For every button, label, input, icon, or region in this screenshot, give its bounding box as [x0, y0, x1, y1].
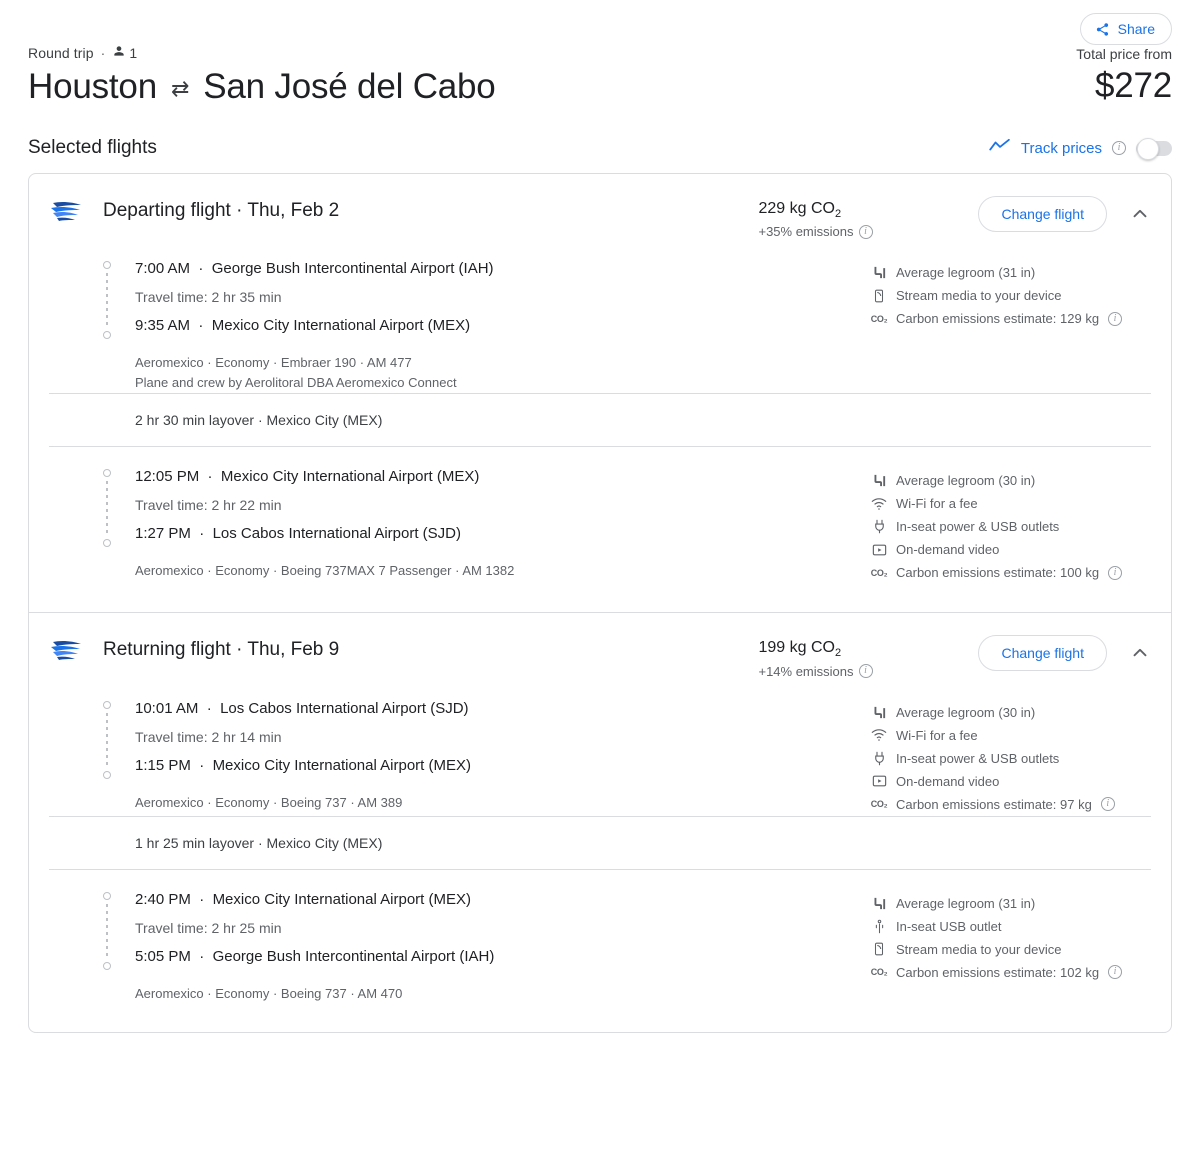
share-row	[1080, 13, 1172, 45]
returning-leg	[29, 612, 1171, 1031]
amenity-stream	[871, 938, 1151, 961]
leg-spacer	[29, 590, 1171, 612]
flight-segment	[29, 447, 1171, 590]
depart-airport: Los Cabos International Airport (SJD)	[220, 699, 469, 717]
timeline-dot-arrive	[103, 539, 111, 547]
co2-icon: CO₂	[870, 313, 888, 324]
header-left	[28, 44, 496, 107]
arrive-time: 5:05 PM	[135, 947, 191, 965]
amenity-emissions	[871, 307, 1151, 330]
amenity-stream	[871, 284, 1151, 307]
depart-row: 2:40 PM · Mexico City International Airport (MEX)	[135, 890, 471, 908]
leg-emissions-text: +35% emissions	[758, 224, 854, 240]
stream-icon	[871, 289, 887, 303]
arrive-airport: George Bush Intercontinental Airport (IAH)	[212, 947, 495, 965]
amenity-video	[871, 770, 1151, 793]
amenity-text: Average legroom (31 in)	[896, 895, 1036, 911]
leg-co2-value: 199 kg CO	[758, 639, 835, 657]
trip-type: Round trip	[28, 44, 94, 61]
segment-detail-line-1: Aeromexico · Economy · Boeing 737MAX 7 Passenger · AM 1382	[135, 563, 515, 579]
amenity-wifi	[871, 724, 1151, 747]
share-label: Share	[1117, 21, 1155, 37]
wifi-icon	[871, 728, 887, 742]
depart-time: 10:01 AM	[135, 699, 199, 717]
leg-spacer	[29, 1010, 1171, 1032]
flight-segment	[29, 239, 1171, 393]
passenger-count	[112, 44, 137, 61]
legroom-icon	[871, 705, 887, 720]
share-button[interactable]	[1080, 13, 1172, 45]
amenity-text: Carbon emissions estimate: 100 kg	[896, 565, 1100, 581]
amenity-text: Stream media to your device	[896, 288, 1062, 304]
amenity-legroom	[871, 892, 1151, 915]
legroom-icon	[871, 265, 887, 280]
leg-title: Returning flight · Thu, Feb 9	[103, 639, 340, 661]
usb-icon	[871, 919, 887, 934]
amenity-legroom	[871, 701, 1151, 724]
depart-row: 10:01 AM · Los Cabos International Airport (SJD)	[135, 699, 469, 717]
stream-icon	[871, 942, 887, 956]
amenity-legroom	[871, 261, 1151, 284]
timeline-dot-arrive	[103, 771, 111, 779]
amenity-text: Carbon emissions estimate: 97 kg	[896, 796, 1092, 812]
wifi-icon	[871, 497, 887, 511]
change-flight-button[interactable]: Change flight	[978, 635, 1107, 671]
emissions-detail-info-icon[interactable]: i	[1108, 312, 1122, 326]
timeline-dashes	[106, 273, 108, 329]
flight-segment	[29, 870, 1171, 1010]
header-right	[1076, 44, 1172, 106]
leg-co2-subscript: 2	[834, 647, 842, 660]
emissions-detail-info-icon[interactable]: i	[1108, 965, 1122, 979]
timeline-dot-arrive	[103, 962, 111, 970]
arrive-row: 1:15 PM · Mexico City International Airport (MEX)	[135, 756, 471, 774]
amenity-text: Carbon emissions estimate: 102 kg	[896, 964, 1100, 980]
total-price-value: $272	[1094, 66, 1172, 105]
video-icon	[871, 543, 887, 557]
depart-airport: Mexico City International Airport (MEX)	[212, 890, 471, 908]
change-flight-button[interactable]: Change flight	[978, 196, 1107, 232]
track-prices-label[interactable]: Track prices	[1020, 139, 1102, 157]
timeline-dot-arrive	[103, 331, 111, 339]
co2-icon: CO₂	[870, 567, 888, 578]
travel-time: Travel time: 2 hr 22 min	[135, 497, 282, 514]
depart-airport: Mexico City International Airport (MEX)	[220, 468, 480, 486]
amenity-emissions	[871, 961, 1151, 984]
share-icon	[1095, 22, 1110, 37]
timeline-dashes	[106, 713, 108, 769]
leg-co2-subscript: 2	[834, 208, 842, 221]
segment-detail-line-1: Aeromexico · Economy · Boeing 737 · AM 389	[135, 794, 403, 810]
layover-row: 1 hr 25 min layover · Mexico City (MEX)	[49, 816, 1151, 870]
segment-amenities	[871, 679, 1151, 816]
amenity-text: Average legroom (30 in)	[896, 473, 1036, 489]
departing-leg	[29, 174, 1171, 612]
timeline-dashes	[106, 481, 108, 537]
layover-row: 2 hr 30 min layover · Mexico City (MEX)	[49, 393, 1151, 447]
segment-times	[49, 679, 871, 816]
segment-times	[49, 870, 871, 1004]
depart-row: 12:05 PM · Mexico City International Airport (MEX)	[135, 468, 480, 486]
depart-row: 7:00 AM · George Bush Intercontinental Airport (IAH)	[135, 260, 494, 278]
emissions-info-icon[interactable]: i	[859, 225, 873, 239]
arrive-airport: Mexico City International Airport (MEX)	[211, 317, 471, 335]
segment-detail-line-2: Plane and crew by Aerolitoral DBA Aeromexico Connect	[135, 375, 457, 391]
timeline-dashes	[106, 904, 108, 960]
amenity-text: Carbon emissions estimate: 129 kg	[896, 311, 1100, 327]
segment-amenities	[871, 447, 1151, 584]
segment-detail	[135, 777, 871, 813]
arrive-airport: Los Cabos International Airport (SJD)	[212, 525, 462, 543]
segment-detail-line-1: Aeromexico · Economy · Embraer 190 · AM 477	[135, 355, 412, 371]
person-icon	[112, 44, 126, 61]
collapse-chevron-up-icon[interactable]	[1129, 642, 1151, 664]
track-prices-info-icon[interactable]: i	[1112, 141, 1126, 155]
arrive-row: 5:05 PM · George Bush Intercontinental Airport (IAH)	[135, 947, 495, 965]
amenity-power	[871, 515, 1151, 538]
amenity-text: On-demand video	[896, 542, 1000, 558]
arrive-time: 1:15 PM	[135, 756, 191, 774]
amenity-text: Average legroom (30 in)	[896, 704, 1036, 720]
travel-time: Travel time: 2 hr 25 min	[135, 919, 282, 936]
depart-time: 12:05 PM	[135, 468, 200, 486]
leg-co2-amount	[758, 200, 978, 220]
leg-co2-amount	[758, 639, 978, 659]
selected-flights-bar	[28, 137, 1172, 159]
depart-airport: George Bush Intercontinental Airport (IAH)	[211, 260, 494, 278]
video-icon	[871, 774, 887, 788]
segment-amenities	[871, 239, 1151, 393]
amenity-text: In-seat USB outlet	[896, 918, 1002, 934]
leg-header	[29, 174, 1171, 239]
amenity-text: In-seat power & USB outlets	[896, 750, 1060, 766]
segment-detail	[135, 337, 871, 393]
emissions-info-icon[interactable]: i	[859, 664, 873, 678]
arrive-row: 1:27 PM · Los Cabos International Airport (SJD)	[135, 525, 462, 543]
selected-flights-title: Selected flights	[28, 137, 157, 158]
segment-detail	[135, 968, 871, 1004]
meta-separator: ·	[100, 44, 106, 61]
amenity-text: On-demand video	[896, 773, 1000, 789]
selected-flights-card	[28, 173, 1172, 1033]
passenger-number: 1	[129, 44, 138, 61]
track-prices-control	[989, 138, 1172, 159]
legroom-icon	[871, 896, 887, 911]
power-icon	[871, 751, 887, 766]
trend-icon	[989, 138, 1011, 159]
segment-times	[49, 447, 871, 584]
amenity-legroom	[871, 469, 1151, 492]
amenity-usb	[871, 915, 1151, 938]
timeline-dot-depart	[103, 261, 111, 269]
leg-co2	[758, 635, 978, 678]
amenity-text: Wi-Fi for a fee	[896, 727, 978, 743]
leg-title: Departing flight · Thu, Feb 2	[103, 200, 340, 221]
amenity-power	[871, 747, 1151, 770]
airline-logo-icon	[49, 635, 89, 668]
leg-emissions-text: +14% emissions	[758, 663, 854, 679]
collapse-chevron-up-icon[interactable]	[1129, 203, 1151, 225]
leg-header	[29, 613, 1171, 678]
leg-co2	[758, 196, 978, 239]
segment-times	[49, 239, 871, 393]
swap-icon: ⇄	[170, 76, 190, 101]
depart-time: 2:40 PM	[135, 890, 191, 908]
emissions-detail-info-icon[interactable]: i	[1101, 797, 1115, 811]
depart-time: 7:00 AM	[135, 260, 191, 278]
route-title	[28, 67, 496, 107]
amenity-text: In-seat power & USB outlets	[896, 519, 1060, 535]
amenity-emissions	[871, 561, 1151, 584]
amenity-text: Wi-Fi for a fee	[896, 496, 978, 512]
segment-detail-line-1: Aeromexico · Economy · Boeing 737 · AM 470	[135, 985, 403, 1001]
trip-meta	[28, 44, 496, 61]
total-price-label: Total price from	[1076, 46, 1172, 62]
arrive-airport: Mexico City International Airport (MEX)	[212, 756, 471, 774]
arrive-time: 9:35 AM	[135, 317, 191, 335]
origin-city: Houston	[28, 67, 157, 106]
timeline-dot-depart	[103, 469, 111, 477]
leg-actions	[978, 635, 1151, 671]
arrive-time: 1:27 PM	[135, 525, 191, 543]
timeline-dot-depart	[103, 892, 111, 900]
travel-time: Travel time: 2 hr 14 min	[135, 728, 282, 745]
leg-emissions	[758, 664, 978, 679]
page-header	[28, 0, 1172, 107]
segment-detail	[135, 545, 871, 581]
amenity-text: Average legroom (31 in)	[896, 265, 1036, 281]
segment-amenities	[871, 870, 1151, 1004]
amenity-emissions	[871, 793, 1151, 816]
flight-segment	[29, 679, 1171, 816]
airline-logo-icon	[49, 196, 89, 229]
power-icon	[871, 519, 887, 534]
amenity-text: Stream media to your device	[896, 941, 1062, 957]
leg-co2-value: 229 kg CO	[758, 200, 835, 217]
co2-icon: CO₂	[870, 799, 888, 810]
leg-emissions	[758, 224, 978, 239]
amenity-wifi	[871, 492, 1151, 515]
timeline-dot-depart	[103, 701, 111, 709]
track-prices-toggle[interactable]	[1136, 141, 1172, 156]
leg-actions	[978, 196, 1151, 232]
amenity-video	[871, 538, 1151, 561]
co2-icon: CO₂	[870, 967, 888, 978]
destination-city: San José del Cabo	[203, 67, 496, 106]
emissions-detail-info-icon[interactable]: i	[1108, 566, 1122, 580]
arrive-row: 9:35 AM · Mexico City International Airport (MEX)	[135, 317, 471, 335]
legroom-icon	[871, 473, 887, 488]
travel-time: Travel time: 2 hr 35 min	[135, 289, 282, 306]
